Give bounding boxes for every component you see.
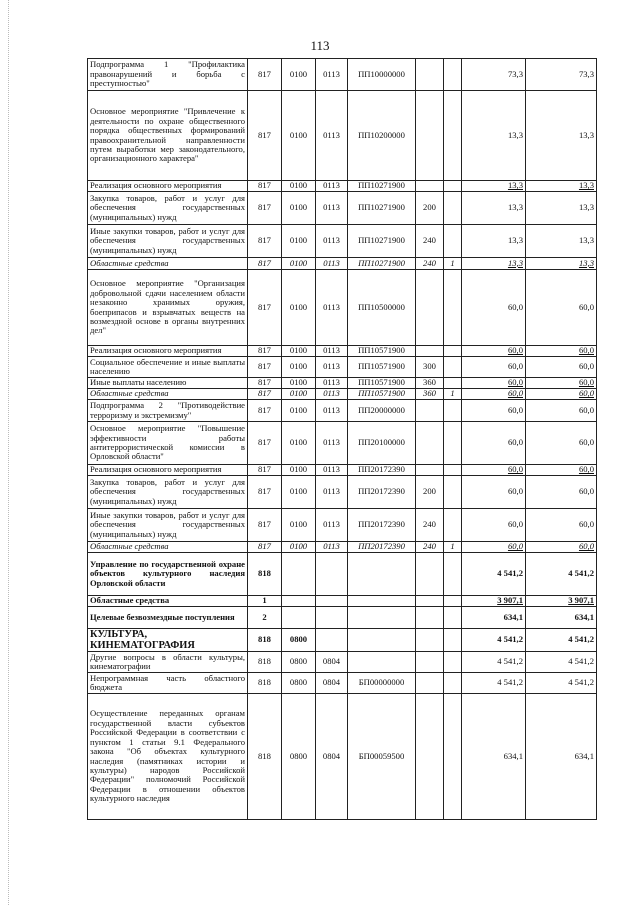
- cell-s1: 60,0: [462, 400, 526, 422]
- cell-s1: 60,0: [462, 346, 526, 357]
- cell-rz: [282, 553, 316, 596]
- cell-cs: ПП20000000: [348, 400, 416, 422]
- cell-src: [444, 225, 462, 258]
- cell-name: Основное мероприятие "Привлечение к деятельности по охране общественного порядка общественных формирований правоохранительной направленности путем выработки мер законодательного, организационного характера": [88, 91, 248, 181]
- table-row: [88, 629, 597, 652]
- cell-src: [444, 553, 462, 596]
- cell-vr: [416, 694, 444, 820]
- cell-src: [444, 607, 462, 629]
- cell-src: [444, 509, 462, 542]
- cell-pr: 0113: [316, 465, 348, 476]
- cell-gr: 817: [248, 346, 282, 357]
- cell-pr: 0113: [316, 378, 348, 389]
- cell-gr: 817: [248, 422, 282, 465]
- cell-s1: 60,0: [462, 357, 526, 378]
- scan-edge-line: [8, 0, 9, 905]
- cell-cs: ПП10571900: [348, 389, 416, 400]
- cell-vr: [416, 270, 444, 346]
- cell-name: Реализация основного мероприятия: [88, 465, 248, 476]
- cell-s1: 60,0: [462, 542, 526, 553]
- cell-cs: БП00000000: [348, 673, 416, 694]
- cell-rz: 0800: [282, 673, 316, 694]
- cell-gr: 818: [248, 694, 282, 820]
- cell-vr: [416, 346, 444, 357]
- cell-gr: 818: [248, 652, 282, 673]
- cell-gr: 817: [248, 59, 282, 91]
- cell-s1: 4 541,2: [462, 553, 526, 596]
- cell-gr: 817: [248, 465, 282, 476]
- cell-pr: 0113: [316, 509, 348, 542]
- cell-s1: 60,0: [462, 422, 526, 465]
- table-row: [88, 357, 597, 378]
- page-number: 113: [310, 38, 330, 53]
- cell-src: [444, 465, 462, 476]
- cell-src: [444, 400, 462, 422]
- cell-s2: 13,3: [526, 181, 597, 192]
- cell-vr: [416, 673, 444, 694]
- cell-rz: 0100: [282, 181, 316, 192]
- cell-rz: 0100: [282, 346, 316, 357]
- cell-name: Социальное обеспечение и иные выплаты населению: [88, 357, 248, 378]
- cell-src: 1: [444, 258, 462, 270]
- cell-rz: 0100: [282, 225, 316, 258]
- cell-cs: ПП10571900: [348, 357, 416, 378]
- cell-rz: 0100: [282, 357, 316, 378]
- cell-gr: 817: [248, 258, 282, 270]
- cell-cs: ПП20172390: [348, 465, 416, 476]
- cell-vr: 240: [416, 225, 444, 258]
- cell-pr: 0113: [316, 181, 348, 192]
- cell-rz: 0100: [282, 59, 316, 91]
- cell-s2: 634,1: [526, 607, 597, 629]
- cell-gr: 2: [248, 607, 282, 629]
- cell-cs: БП00059500: [348, 694, 416, 820]
- cell-s2: 4 541,2: [526, 673, 597, 694]
- cell-s2: 60,0: [526, 378, 597, 389]
- cell-pr: 0113: [316, 389, 348, 400]
- cell-name: Областные средства: [88, 258, 248, 270]
- table-row: [88, 346, 597, 357]
- table-row: [88, 509, 597, 542]
- cell-vr: [416, 596, 444, 607]
- cell-s1: 73,3: [462, 59, 526, 91]
- table-row: [88, 389, 597, 400]
- cell-pr: 0804: [316, 673, 348, 694]
- cell-name: КУЛЬТУРА, КИНЕМАТОГРАФИЯ: [88, 629, 248, 652]
- cell-rz: 0100: [282, 422, 316, 465]
- cell-src: [444, 270, 462, 346]
- cell-pr: [316, 596, 348, 607]
- cell-name: Областные средства: [88, 542, 248, 553]
- cell-pr: 0113: [316, 346, 348, 357]
- cell-name: Иные закупки товаров, работ и услуг для обеспечения государственных (муниципальных) нужд: [88, 225, 248, 258]
- cell-s2: 60,0: [526, 400, 597, 422]
- cell-gr: 817: [248, 270, 282, 346]
- cell-vr: 240: [416, 258, 444, 270]
- cell-s1: 4 541,2: [462, 652, 526, 673]
- cell-s2: 60,0: [526, 357, 597, 378]
- cell-cs: ПП10271900: [348, 258, 416, 270]
- cell-rz: 0800: [282, 694, 316, 820]
- cell-rz: 0100: [282, 465, 316, 476]
- table-row: [88, 607, 597, 629]
- cell-pr: 0113: [316, 422, 348, 465]
- cell-rz: 0100: [282, 378, 316, 389]
- cell-s2: 60,0: [526, 346, 597, 357]
- cell-name: Областные средства: [88, 389, 248, 400]
- cell-s1: 634,1: [462, 607, 526, 629]
- cell-pr: [316, 553, 348, 596]
- cell-src: [444, 59, 462, 91]
- cell-gr: 817: [248, 181, 282, 192]
- cell-pr: 0113: [316, 258, 348, 270]
- budget-table: [87, 58, 597, 820]
- cell-pr: 0804: [316, 694, 348, 820]
- cell-gr: 817: [248, 400, 282, 422]
- cell-vr: 300: [416, 357, 444, 378]
- cell-pr: 0113: [316, 542, 348, 553]
- cell-name: Иные закупки товаров, работ и услуг для обеспечения государственных (муниципальных) нужд: [88, 509, 248, 542]
- cell-s1: 60,0: [462, 476, 526, 509]
- cell-vr: 240: [416, 542, 444, 553]
- cell-src: [444, 378, 462, 389]
- cell-vr: [416, 629, 444, 652]
- cell-vr: 200: [416, 192, 444, 225]
- cell-s2: 4 541,2: [526, 553, 597, 596]
- cell-src: [444, 629, 462, 652]
- cell-s1: 3 907,1: [462, 596, 526, 607]
- cell-rz: 0100: [282, 542, 316, 553]
- cell-cs: [348, 652, 416, 673]
- cell-vr: [416, 91, 444, 181]
- cell-rz: 0100: [282, 389, 316, 400]
- cell-pr: 0113: [316, 357, 348, 378]
- cell-s2: 60,0: [526, 509, 597, 542]
- cell-rz: 0100: [282, 476, 316, 509]
- cell-rz: 0100: [282, 91, 316, 181]
- cell-cs: ПП20172390: [348, 509, 416, 542]
- cell-s1: 13,3: [462, 181, 526, 192]
- table-row: [88, 378, 597, 389]
- cell-gr: 817: [248, 509, 282, 542]
- cell-cs: ПП10271900: [348, 181, 416, 192]
- table-row: [88, 465, 597, 476]
- cell-name: Реализация основного мероприятия: [88, 346, 248, 357]
- cell-pr: 0113: [316, 91, 348, 181]
- cell-src: 1: [444, 389, 462, 400]
- cell-src: [444, 476, 462, 509]
- cell-pr: [316, 629, 348, 652]
- cell-src: [444, 652, 462, 673]
- cell-vr: [416, 181, 444, 192]
- cell-pr: 0113: [316, 400, 348, 422]
- cell-name: Закупка товаров, работ и услуг для обеспечения государственных (муниципальных) нужд: [88, 192, 248, 225]
- cell-pr: 0113: [316, 476, 348, 509]
- table-row: [88, 422, 597, 465]
- table-row: [88, 652, 597, 673]
- cell-name: Основное мероприятие "Повышение эффективности работы антитеррористической комиссии в Орловской области": [88, 422, 248, 465]
- cell-gr: 817: [248, 389, 282, 400]
- cell-cs: ПП20172390: [348, 476, 416, 509]
- cell-rz: [282, 596, 316, 607]
- cell-cs: ПП10271900: [348, 192, 416, 225]
- table-row: [88, 270, 597, 346]
- cell-vr: 240: [416, 509, 444, 542]
- cell-src: [444, 596, 462, 607]
- cell-gr: 818: [248, 629, 282, 652]
- table-row: [88, 694, 597, 820]
- cell-vr: [416, 59, 444, 91]
- cell-cs: [348, 553, 416, 596]
- cell-s2: 3 907,1: [526, 596, 597, 607]
- cell-gr: 817: [248, 378, 282, 389]
- table-row: [88, 400, 597, 422]
- cell-s2: 13,3: [526, 225, 597, 258]
- cell-vr: 200: [416, 476, 444, 509]
- table-row: [88, 59, 597, 91]
- cell-cs: ПП10000000: [348, 59, 416, 91]
- table-row: [88, 91, 597, 181]
- cell-pr: [316, 607, 348, 629]
- table-row: [88, 181, 597, 192]
- cell-s2: 634,1: [526, 694, 597, 820]
- cell-cs: ПП10571900: [348, 346, 416, 357]
- table-row: [88, 476, 597, 509]
- cell-s2: 60,0: [526, 542, 597, 553]
- cell-s1: 13,3: [462, 192, 526, 225]
- cell-vr: [416, 400, 444, 422]
- cell-s1: 60,0: [462, 465, 526, 476]
- cell-vr: [416, 422, 444, 465]
- cell-s1: 60,0: [462, 378, 526, 389]
- cell-pr: 0113: [316, 192, 348, 225]
- cell-s1: 13,3: [462, 225, 526, 258]
- cell-s1: 13,3: [462, 258, 526, 270]
- cell-vr: [416, 607, 444, 629]
- cell-src: [444, 673, 462, 694]
- cell-s1: 13,3: [462, 91, 526, 181]
- cell-cs: ПП10200000: [348, 91, 416, 181]
- cell-s2: 13,3: [526, 91, 597, 181]
- cell-src: [444, 346, 462, 357]
- cell-src: [444, 694, 462, 820]
- cell-s1: 60,0: [462, 270, 526, 346]
- table-row: [88, 673, 597, 694]
- cell-s2: 13,3: [526, 192, 597, 225]
- cell-pr: 0113: [316, 225, 348, 258]
- cell-src: [444, 181, 462, 192]
- cell-cs: [348, 607, 416, 629]
- cell-rz: 0800: [282, 652, 316, 673]
- cell-rz: 0800: [282, 629, 316, 652]
- cell-cs: [348, 596, 416, 607]
- cell-name: Основное мероприятие "Организация добровольной сдачи населением области незаконно хранимых оружия, боеприпасов и взрывчатых веществ на возмездной основе в органы внутренних дел": [88, 270, 248, 346]
- cell-gr: 817: [248, 225, 282, 258]
- cell-gr: 817: [248, 542, 282, 553]
- cell-rz: 0100: [282, 192, 316, 225]
- cell-s1: 4 541,2: [462, 673, 526, 694]
- cell-vr: [416, 465, 444, 476]
- cell-pr: 0113: [316, 270, 348, 346]
- cell-pr: 0804: [316, 652, 348, 673]
- cell-s2: 60,0: [526, 270, 597, 346]
- cell-s2: 73,3: [526, 59, 597, 91]
- cell-vr: 360: [416, 389, 444, 400]
- cell-src: 1: [444, 542, 462, 553]
- cell-cs: ПП10571900: [348, 378, 416, 389]
- cell-gr: 818: [248, 673, 282, 694]
- cell-s2: 60,0: [526, 465, 597, 476]
- table-row: [88, 542, 597, 553]
- cell-name: Целевые безвозмездные поступления: [88, 607, 248, 629]
- cell-rz: 0100: [282, 509, 316, 542]
- cell-name: Областные средства: [88, 596, 248, 607]
- cell-name: Иные выплаты населению: [88, 378, 248, 389]
- cell-name: Управление по государственной охране объектов культурного наследия Орловской области: [88, 553, 248, 596]
- cell-gr: 817: [248, 357, 282, 378]
- cell-rz: 0100: [282, 270, 316, 346]
- cell-name: Другие вопросы в области культуры, кинематографии: [88, 652, 248, 673]
- cell-rz: 0100: [282, 258, 316, 270]
- cell-s1: 60,0: [462, 389, 526, 400]
- cell-rz: 0100: [282, 400, 316, 422]
- cell-name: Непрограммная часть областного бюджета: [88, 673, 248, 694]
- cell-s1: 60,0: [462, 509, 526, 542]
- cell-cs: ПП20172390: [348, 542, 416, 553]
- cell-name: Закупка товаров, работ и услуг для обеспечения государственных (муниципальных) нужд: [88, 476, 248, 509]
- cell-s1: 4 541,2: [462, 629, 526, 652]
- cell-s2: 60,0: [526, 422, 597, 465]
- cell-s1: 634,1: [462, 694, 526, 820]
- cell-s2: 4 541,2: [526, 652, 597, 673]
- table-row: [88, 596, 597, 607]
- cell-gr: 817: [248, 192, 282, 225]
- cell-name: Осуществление переданных органам государственной власти субъектов Российской Федерации в соответствии с пунктом 1 статьи 9.1 Федерального закона "Об объектах культурного наследия (памятниках истории и культуры) народов Российской Федерации" полномочий Российской Федерации в отношении объектов культурного наследия: [88, 694, 248, 820]
- cell-gr: 1: [248, 596, 282, 607]
- cell-gr: 818: [248, 553, 282, 596]
- cell-src: [444, 192, 462, 225]
- cell-pr: 0113: [316, 59, 348, 91]
- cell-rz: [282, 607, 316, 629]
- cell-cs: ПП10500000: [348, 270, 416, 346]
- cell-vr: 360: [416, 378, 444, 389]
- cell-s2: 13,3: [526, 258, 597, 270]
- cell-cs: ПП20100000: [348, 422, 416, 465]
- cell-src: [444, 357, 462, 378]
- cell-s2: 60,0: [526, 476, 597, 509]
- cell-vr: [416, 553, 444, 596]
- cell-gr: 817: [248, 476, 282, 509]
- table-row: [88, 553, 597, 596]
- table-row: [88, 192, 597, 225]
- cell-name: Реализация основного мероприятия: [88, 181, 248, 192]
- cell-s2: 4 541,2: [526, 629, 597, 652]
- cell-vr: [416, 652, 444, 673]
- cell-gr: 817: [248, 91, 282, 181]
- table-row: [88, 258, 597, 270]
- cell-name: Подпрограмма 2 "Противодействие терроризму и экстремизму": [88, 400, 248, 422]
- cell-src: [444, 422, 462, 465]
- table-row: [88, 225, 597, 258]
- cell-src: [444, 91, 462, 181]
- cell-cs: ПП10271900: [348, 225, 416, 258]
- cell-cs: [348, 629, 416, 652]
- cell-name: Подпрограмма 1 "Профилактика правонарушений и борьба с преступностью": [88, 59, 248, 91]
- cell-s2: 60,0: [526, 389, 597, 400]
